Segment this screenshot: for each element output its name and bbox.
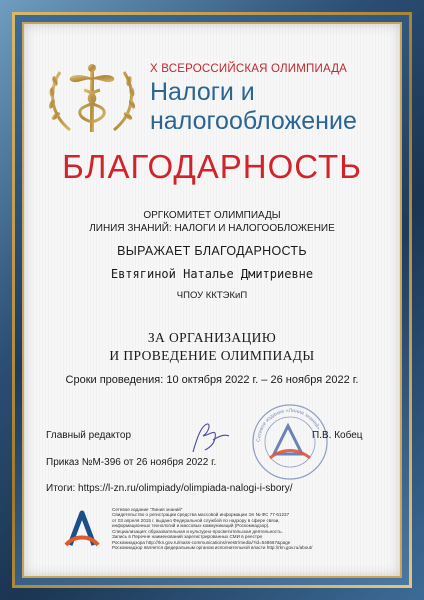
registry-line: Сетевое издание "Линия знаний" [112,507,183,512]
results-link[interactable]: Итоги: https://l-zn.ru/olimpiady/olimpiada-nalogi-i-sbory/ [46,483,293,494]
registry-line: Свидетельство о регистрации средства массовой информации Эл № ФС 77-61237 [112,512,290,518]
olympiad-title [150,78,390,136]
handwritten-signature [185,418,235,458]
reason-line1: ЗА ОРГАНИЗАЦИЮ [147,330,277,345]
registry-line: Роскомнадзор является федеральным органом исполнительной власти http://rkn.gov.ru/about/ [112,545,313,551]
caduceus-emblem-icon [40,52,144,142]
event-dates: Сроки проведения: 10 октября 2022 г. – 26 ноября 2022 г. [65,374,359,386]
olympiad-number: X ВСЕРОССИЙСКАЯ ОЛИМПИАДА [150,63,348,75]
org-line1: ОРГКОМИТЕТ ОЛИМПИАДЫ [143,210,281,221]
official-stamp [250,402,330,482]
registry-line: Специализация: образовательная и культурно-просветительская деятельность. [112,528,283,534]
certificate-title: БЛАГОДАРНОСТЬ [62,148,362,185]
signer-name: П.В. Кобец [312,430,363,441]
olympiad-title-line2: налогообложение [150,107,357,135]
stamp-text: Сетевое издание «Линия знаний» [255,407,322,443]
registry-line: от 03 апреля 2015 г. выдано Федеральной службой по надзору в сфере связи, [112,517,280,523]
registry-line: информационных технологий и массовых коммуникаций (Роскомнадзор). [112,523,270,529]
signer-role: Главный редактор [46,430,132,441]
org-line2: ЛИНИЯ ЗНАНИЙ: НАЛОГИ И НАЛОГООБЛОЖЕНИЕ [89,223,335,234]
registry-info [112,507,386,551]
registry-line: Роскомнадзора http://rkn.gov.ru/mass-communications/reestr/media/?id=548667&page [112,539,291,545]
expresses-text: ВЫРАЖАЕТ БЛАГОДАРНОСТЬ [117,244,307,258]
registry-line: Запись в Перечне наименований зарегистрированных СМИ в реестре [112,534,263,540]
reason-line2: И ПРОВЕДЕНИЕ ОЛИМПИАДЫ [109,348,315,363]
liniya-znaniy-logo-icon [60,505,104,553]
order-number: Приказ №М-396 от 26 ноября 2022 г. [46,457,217,468]
recipient-name: Евтягиной Наталье Дмитриевне [110,267,314,281]
olympiad-title-line1: Налоги и [150,78,255,106]
institution-name: ЧПОУ ККТЭКиП [176,290,248,301]
